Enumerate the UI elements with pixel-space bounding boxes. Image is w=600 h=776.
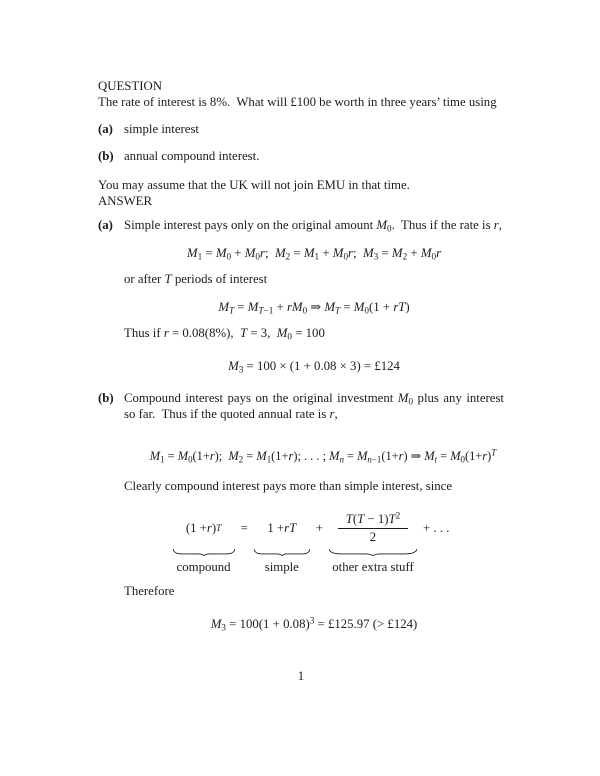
series-expansion-equation xyxy=(124,508,504,575)
extra-term-label: other extra stuff xyxy=(332,560,414,574)
ellipsis-tail: + . . . xyxy=(423,521,450,535)
compound-term xyxy=(173,508,235,575)
simple-label: simple xyxy=(264,560,299,574)
assumption-text: You may assume that the UK will not join EMU in that time. xyxy=(98,178,410,192)
simple-interest-result-equation: $M_3 = 100 \times (1 + 0.08 \times 3)$ = £124 xyxy=(228,359,400,375)
answer-b-paragraph: Compound interest pays on the original investment $M_0$ plus any interest so far. Thus if the quoted annual rate is r, xyxy=(124,391,504,421)
compound-term-math: (1 + r ) T xyxy=(185,521,222,535)
equals-sign: = xyxy=(240,521,248,535)
expansion-row xyxy=(124,508,504,575)
item-a-text: simple interest xyxy=(124,122,199,136)
question-heading: QUESTION xyxy=(98,79,162,93)
answer-a-body xyxy=(124,217,504,382)
document-content xyxy=(98,78,504,632)
item-b-text: annual compound interest. xyxy=(124,149,260,163)
question-item-b xyxy=(98,148,504,164)
fraction-numerator: $T(T - 1)T^2$ xyxy=(338,512,409,529)
underbrace-icon xyxy=(329,549,417,556)
extra-term-fraction xyxy=(338,508,409,548)
compound-label: compound xyxy=(176,560,231,574)
therefore-text: Therefore xyxy=(124,584,175,598)
fraction xyxy=(338,512,409,545)
question-item-a xyxy=(98,121,504,137)
compound-interest-result-equation: $M_3 = 100(1 + 0.08)^3$ = £125.97 (> £124) xyxy=(210,615,418,633)
simple-term-math: 1 + rT xyxy=(267,521,297,535)
plus-sign: + xyxy=(315,521,323,535)
underbrace-icon xyxy=(173,549,235,556)
answer-part-b xyxy=(98,390,504,632)
underbrace-icon xyxy=(254,549,310,556)
item-a-label: (a) xyxy=(98,122,113,136)
answer-part-a xyxy=(98,217,504,382)
after-periods-text: or after T periods of interest xyxy=(124,272,268,286)
simple-interest-closed-form-equation: $M_T = M_{T-1} + rM_0$ ⇒ $M_T = M_0(1 + rT)$ xyxy=(218,300,410,316)
clearly-text: Clearly compound interest pays more than simple interest, since xyxy=(124,479,453,493)
answer-a-paragraph: Simple interest pays only on the original amount $M_0$. Thus if the rate is r, xyxy=(124,218,502,234)
page-number: 1 xyxy=(297,669,305,683)
item-b-label: (b) xyxy=(98,149,114,163)
answer-b-label: (b) xyxy=(98,391,114,405)
question-body: The rate of interest is 8%. What will £100 be worth in three years’ time using xyxy=(98,95,497,109)
simple-interest-recurrence-equation: $M_1 = M_0 + M_0r$; $M_2 = M_1 + M_0r$; $M_3 = M_2 + M_0r$ xyxy=(186,246,442,262)
answer-heading: ANSWER xyxy=(98,194,153,208)
thus-values-text: Thus if r = 0.08(8%), T = 3, $M_0 = 100$ xyxy=(124,326,325,342)
fraction-denominator: 2 xyxy=(369,529,377,544)
answer-b-body xyxy=(124,390,504,632)
compound-interest-equation: $M_1 = M_0(1+r)$; $M_2 = M_1(1+r)$; . . . ; $M_n = M_{n-1}(1+r)$ ⇒ $M_t = M_0(1+r)^T$ xyxy=(149,447,497,465)
extra-term xyxy=(329,508,417,575)
simple-term xyxy=(254,508,310,575)
answer-a-label: (a) xyxy=(98,218,113,232)
